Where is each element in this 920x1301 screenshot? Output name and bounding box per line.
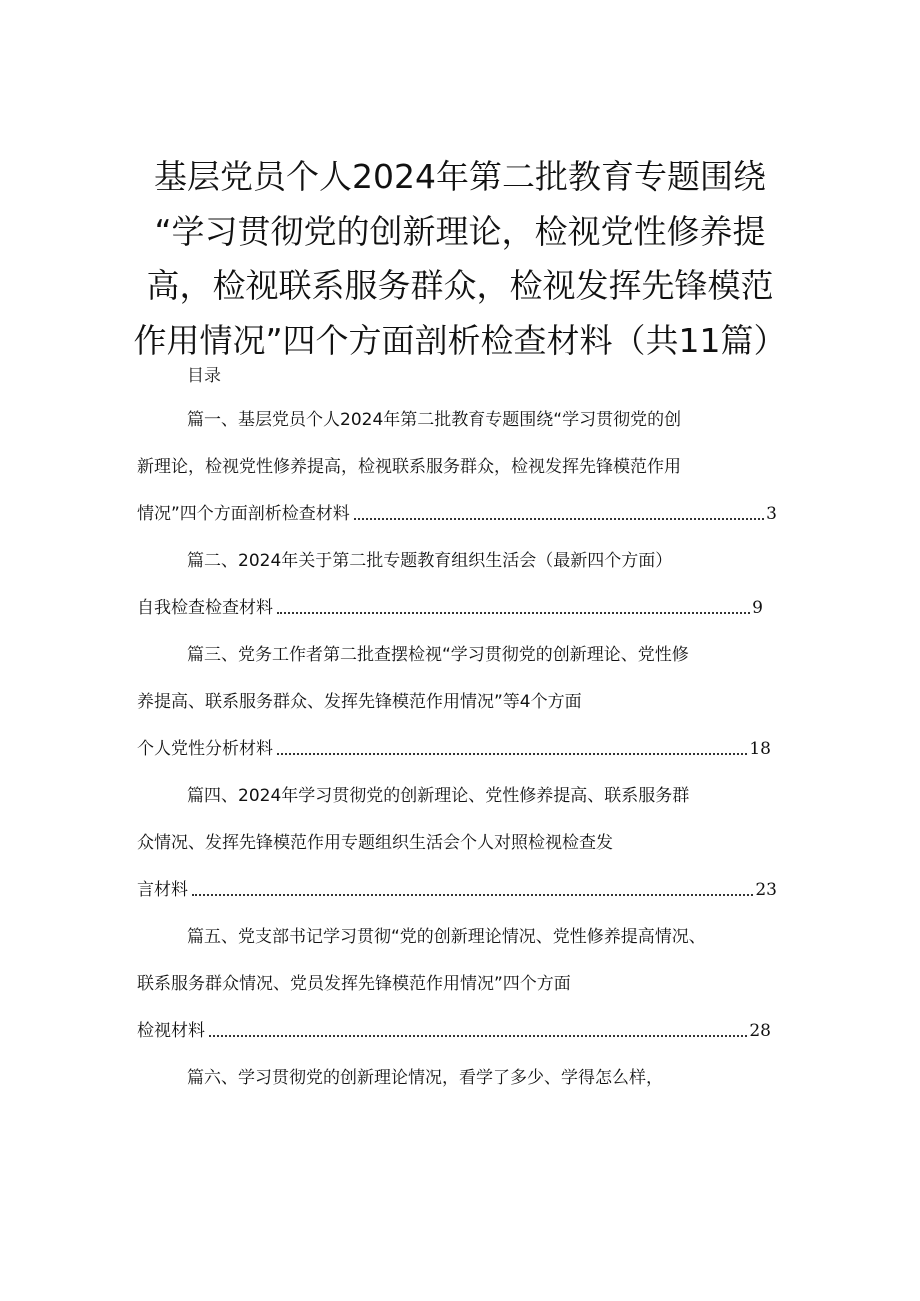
dot-leader — [277, 753, 747, 755]
page-number: 18 — [749, 739, 771, 759]
toc-entry-line: 个人党性分析材料 — [137, 739, 273, 759]
dot-leader — [192, 894, 753, 896]
toc-entry-last-line — [137, 501, 777, 527]
dot-leader — [277, 612, 750, 614]
page-number: 9 — [752, 598, 763, 618]
toc-heading: 目录 — [187, 366, 221, 386]
title-line: 高，检视联系服务群众，检视发挥先锋模范 — [146, 266, 774, 306]
toc-entry-line: 篇六、学习贯彻党的创新理论情况，看学了多少、学得怎么样， — [187, 1068, 663, 1088]
toc-entry-line: 养提高、联系服务群众、发挥先锋模范作用情况”等4个方面 — [137, 692, 582, 712]
toc-entry-line: 众情况、发挥先锋模范作用专题组织生活会个人对照检视检查发 — [137, 833, 613, 853]
toc-entry-line: 篇三、党务工作者第二批查摆检视“学习贯彻党的创新理论、党性修 — [187, 645, 689, 665]
toc-entry-line: 情况”四个方面剖析检查材料 — [137, 504, 350, 524]
toc-entry-last-line — [137, 877, 777, 903]
toc-entry[interactable] — [137, 642, 771, 762]
table-of-contents — [137, 407, 789, 1112]
toc-entry-line: 联系服务群众情况、党员发挥先锋模范作用情况”四个方面 — [137, 974, 571, 994]
title-line: 基层党员个人2024年第二批教育专题围绕 — [154, 157, 766, 197]
toc-entry-line: 篇四、2024年学习贯彻党的创新理论、党性修养提高、联系服务群 — [187, 786, 690, 806]
toc-entry-last-line — [137, 1018, 771, 1044]
toc-entry[interactable] — [137, 783, 777, 903]
toc-entry[interactable] — [137, 548, 763, 621]
toc-entry-line: 篇二、2024年关于第二批专题教育组织生活会（最新四个方面） — [187, 551, 673, 571]
page-number: 23 — [755, 880, 777, 900]
toc-entry-line: 检视材料 — [137, 1021, 205, 1041]
toc-entry-line: 篇一、基层党员个人2024年第二批教育专题围绕“学习贯彻党的创 — [187, 410, 682, 430]
page-number: 28 — [749, 1021, 771, 1041]
toc-entry[interactable] — [137, 924, 771, 1044]
dot-leader — [209, 1035, 747, 1037]
document-title — [120, 150, 800, 368]
toc-entry[interactable] — [137, 1065, 789, 1091]
title-line: “学习贯彻党的创新理论，检视党性修养提 — [154, 211, 766, 251]
toc-entry[interactable] — [137, 407, 777, 527]
dot-leader — [354, 518, 764, 520]
page-number: 3 — [766, 504, 777, 524]
toc-entry-line: 自我检查检查材料 — [137, 598, 273, 618]
toc-entry-line: 篇五、党支部书记学习贯彻“党的创新理论情况、党性修养提高情况、 — [187, 927, 706, 947]
title-line: 作用情况”四个方面剖析检查材料（共11篇） — [133, 320, 787, 360]
toc-entry-last-line — [137, 736, 771, 762]
toc-entry-line: 言材料 — [137, 880, 188, 900]
toc-entry-last-line — [137, 595, 763, 621]
toc-entry-line: 新理论，检视党性修养提高，检视联系服务群众，检视发挥先锋模范作用 — [137, 457, 681, 477]
